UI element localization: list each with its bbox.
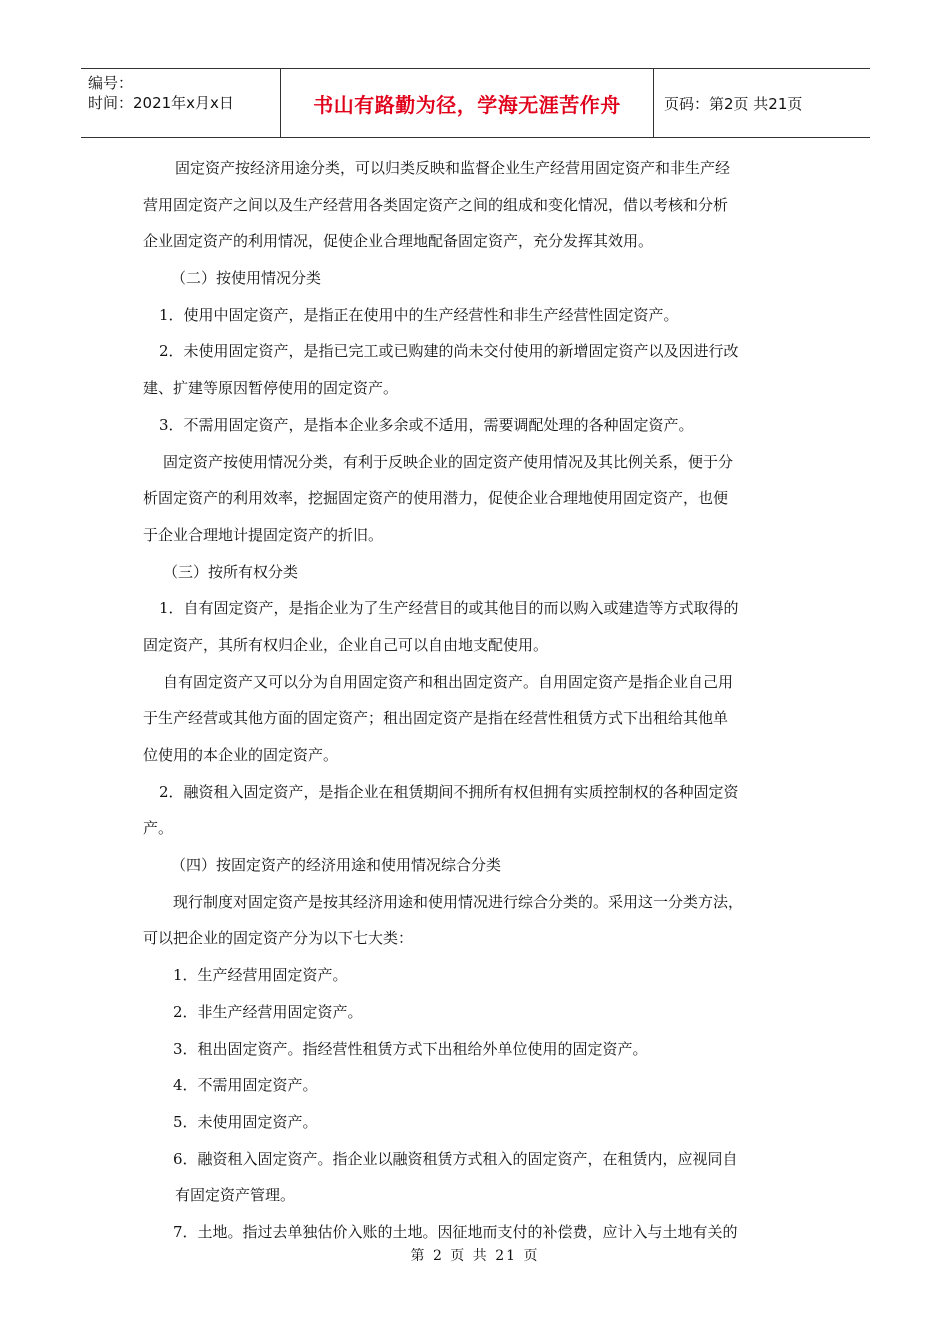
text-line: 5．未使用固定资产。: [173, 1112, 318, 1131]
text-line: 现行制度对固定资产是按其经济用途和使用情况进行综合分类的。采用这一分类方法，: [173, 892, 744, 911]
text-line: 3．不需用固定资产，是指本企业多余或不适用，需要调配处理的各种固定资产。: [159, 415, 694, 434]
text-line: 1．使用中固定资产，是指正在使用中的生产经营性和非生产经营性固定资产。: [159, 305, 679, 324]
text-line: 营用固定资产之间以及生产经营用各类固定资产之间的组成和变化情况，借以考核和分析: [143, 195, 729, 214]
text-line: 固定资产按使用情况分类，有利于反映企业的固定资产使用情况及其比例关系，便于分: [163, 452, 734, 471]
document-body: [143, 150, 815, 1251]
text-line: 建、扩建等原因暂停使用的固定资产。: [143, 379, 399, 398]
text-line: 自有固定资产又可以分为自用固定资产和租出固定资产。自用固定资产是指企业自己用: [163, 672, 734, 691]
text-line: 6．融资租入固定资产。指企业以融资租赁方式租入的固定资产，在租赁内，应视同自: [173, 1149, 738, 1168]
text-line: 4．不需用固定资产。: [173, 1076, 318, 1095]
text-line: 2．未使用固定资产，是指已完工或已购建的尚未交付使用的新增固定资产以及因进行改: [159, 342, 739, 361]
text-line: 企业固定资产的利用情况，促使企业合理地配备固定资产，充分发挥其效用。: [143, 232, 654, 251]
text-line: 可以把企业的固定资产分为以下七大类：: [143, 929, 414, 948]
text-line: 1．自有固定资产，是指企业为了生产经营目的或其他目的而以购入或建造等方式取得的: [159, 599, 739, 618]
document-number-label: 编号：: [88, 74, 134, 92]
text-line: （二）按使用情况分类: [171, 269, 322, 288]
document-date: 时间：2021年x月x日: [88, 94, 234, 112]
text-line: 位使用的本企业的固定资产。: [143, 746, 339, 764]
header-page-info: 页码：第2页 共21页: [664, 94, 803, 113]
text-line: 7．土地。指过去单独估价入账的土地。因征地而支付的补偿费，应计入与土地有关的: [173, 1222, 738, 1241]
text-line: 析固定资产的利用效率，挖掘固定资产的使用潜力，促使企业合理地使用固定资产，也便: [143, 489, 729, 508]
text-line: 1．生产经营用固定资产。: [173, 966, 348, 985]
text-line: 2．融资租入固定资产，是指企业在租赁期间不拥所有权但拥有实质控制权的各种固定资: [159, 782, 739, 801]
text-line: 于企业合理地计提固定资产的折旧。: [143, 525, 384, 544]
text-line: 产。: [143, 819, 174, 838]
text-line: （四）按固定资产的经济用途和使用情况综合分类: [171, 856, 502, 875]
page-footer: 第 2 页 共 21 页: [410, 1248, 540, 1264]
text-line: 2．非生产经营用固定资产。: [173, 1002, 363, 1021]
text-line: 固定资产按经济用途分类，可以归类反映和监督企业生产经营用固定资产和非生产经: [175, 159, 731, 177]
text-line: 于生产经营或其他方面的固定资产；租出固定资产是指在经营性租赁方式下出租给其他单: [143, 709, 729, 728]
text-line: 3．租出固定资产。指经营性租赁方式下出租给外单位使用的固定资产。: [173, 1039, 648, 1058]
text-line: （三）按所有权分类: [163, 562, 299, 581]
page-header: [81, 68, 870, 138]
header-motto: 书山有路勤为径，学海无涯苦作舟: [281, 69, 654, 137]
text-line: 固定资产，其所有权归企业，企业自己可以自由地支配使用。: [143, 635, 549, 654]
text-line: 有固定资产管理。: [175, 1186, 296, 1205]
header-meta: [81, 69, 281, 137]
